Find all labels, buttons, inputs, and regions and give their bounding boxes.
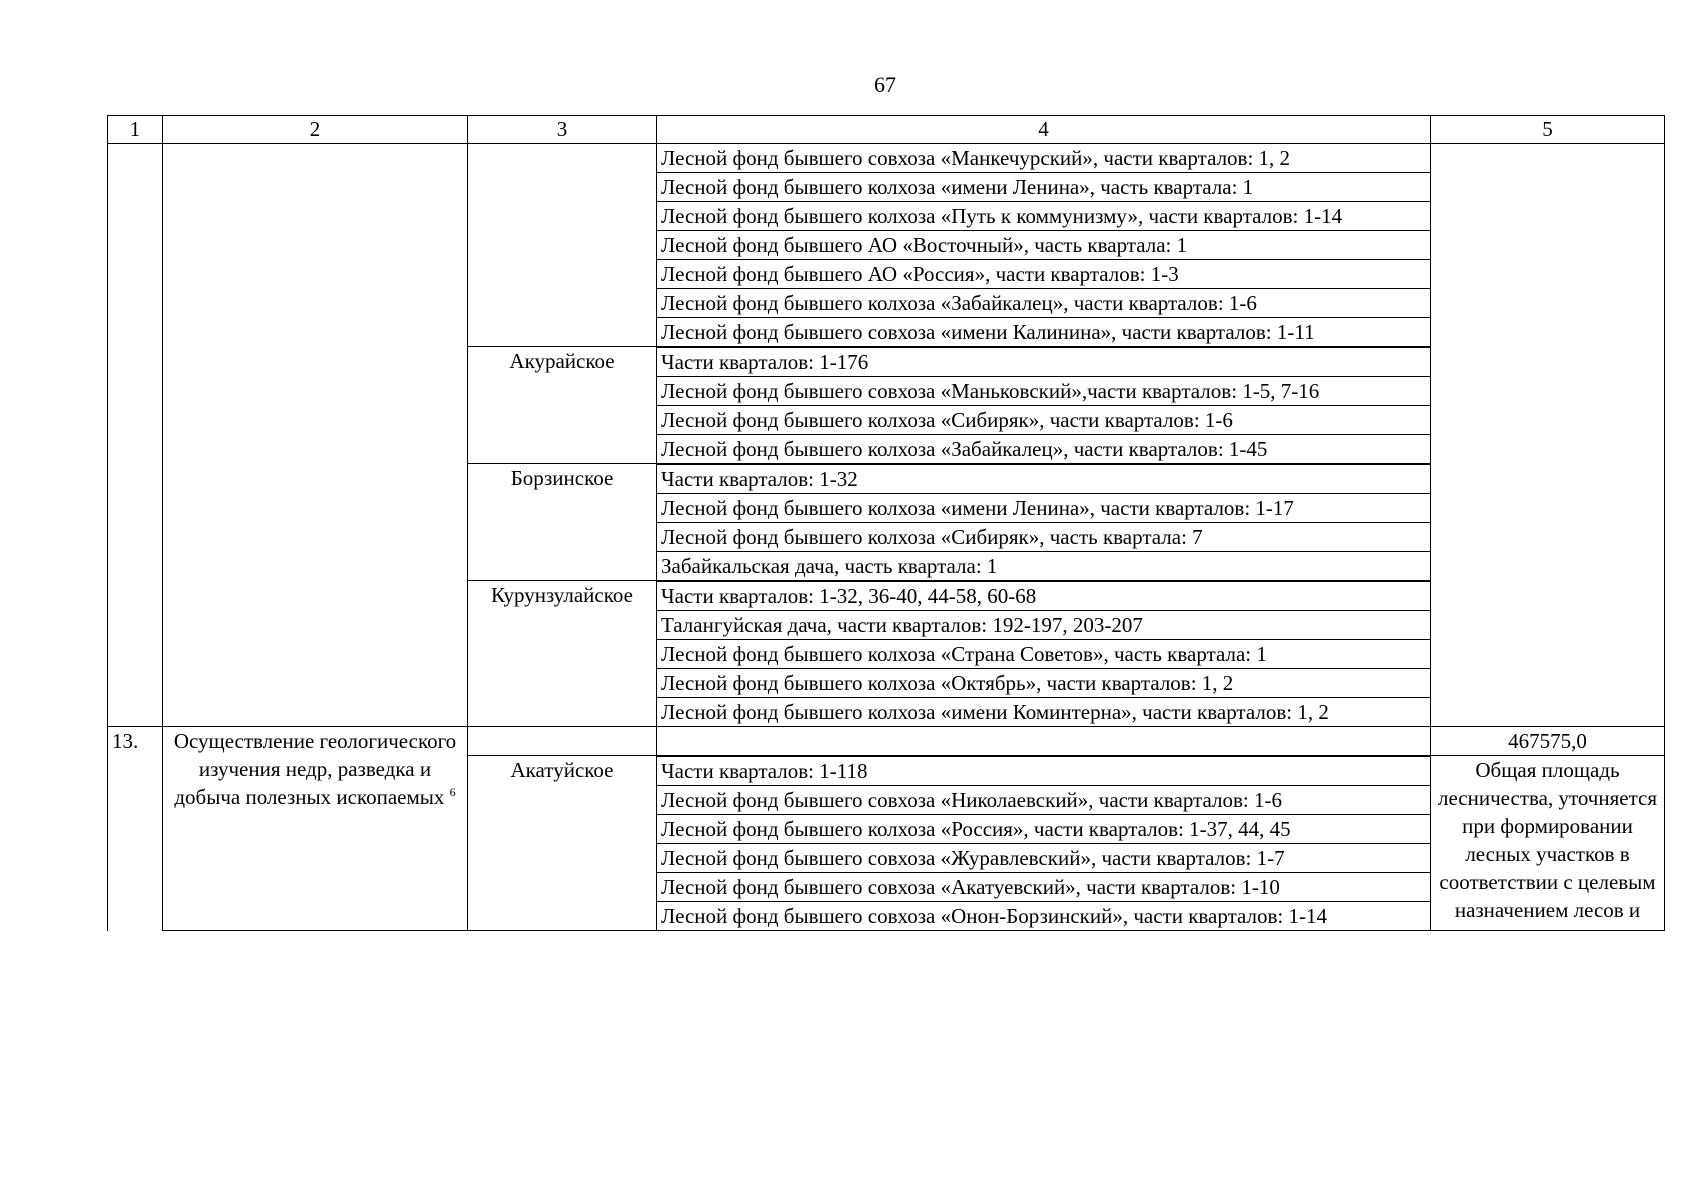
header-col-3: 3 xyxy=(468,116,657,144)
page-number: 67 xyxy=(874,72,896,97)
cell-location: Лесной фонд бывшего совхоза «Онон-Борзинский», части кварталов: 1-14 xyxy=(657,902,1431,931)
activity-text: Осуществление геологического изучения недр, разведка и добыча полезных ископаемых xyxy=(173,729,457,809)
cell-location: Лесной фонд бывшего совхоза «Журавлевский», части кварталов: 1-7 xyxy=(657,844,1431,873)
cell-location: Лесной фонд бывшего совхоза «Манкечурский», части кварталов: 1, 2 xyxy=(657,144,1431,173)
cell-area-empty xyxy=(1431,144,1665,727)
cell-location: Части кварталов: 1-118 xyxy=(657,757,1431,786)
cell-forestry-name: Курунзулайское xyxy=(468,581,657,727)
header-col-2: 2 xyxy=(163,116,468,144)
cell-forestry-continued xyxy=(468,144,657,347)
cell-number-empty xyxy=(108,144,163,727)
cell-forestry-empty xyxy=(468,727,657,756)
cell-location: Лесной фонд бывшего совхоза «Маньковский»,части кварталов: 1-5, 7-16 xyxy=(657,377,1431,406)
cell-total-area: 467575,0 xyxy=(1431,727,1665,756)
cell-location: Лесной фонд бывшего колхоза «Забайкалец», части кварталов: 1-45 xyxy=(657,435,1431,464)
cell-location: Лесной фонд бывшего АО «Россия», части кварталов: 1-3 xyxy=(657,260,1431,289)
cell-location: Лесной фонд бывшего колхоза «имени Коминтерна», части кварталов: 1, 2 xyxy=(657,698,1431,727)
forest-table xyxy=(107,115,1665,931)
table-row xyxy=(108,727,1665,756)
cell-forestry-name: Акурайское xyxy=(468,347,657,464)
table-header-row xyxy=(108,116,1665,144)
cell-location: Лесной фонд бывшего колхоза «Октябрь», части кварталов: 1, 2 xyxy=(657,669,1431,698)
cell-location: Части кварталов: 1-32, 36-40, 44-58, 60-68 xyxy=(657,582,1431,611)
cell-location: Части кварталов: 1-32 xyxy=(657,465,1431,494)
cell-location: Лесной фонд бывшего колхоза «Страна Советов», часть квартала: 1 xyxy=(657,640,1431,669)
cell-location: Лесной фонд бывшего колхоза «Забайкалец», части кварталов: 1-6 xyxy=(657,289,1431,318)
cell-item-number: 13. xyxy=(108,727,163,931)
header-col-5: 5 xyxy=(1431,116,1665,144)
cell-forestry-name: Борзинское xyxy=(468,464,657,581)
cell-activity-empty xyxy=(163,144,468,727)
footnote-marker: 6 xyxy=(449,785,456,799)
cell-area-note: Общая площадь лесничества, уточняется при формировании лесных участков в соответствии с целевым назначением лесов и xyxy=(1431,756,1665,931)
cell-location: Лесной фонд бывшего АО «Восточный», часть квартала: 1 xyxy=(657,231,1431,260)
table-body xyxy=(108,116,1665,931)
cell-location: Лесной фонд бывшего колхоза «Россия», части кварталов: 1-37, 44, 45 xyxy=(657,815,1431,844)
cell-forestry-name: Акатуйское xyxy=(468,756,657,931)
cell-location: Лесной фонд бывшего совхоза «Акатуевский», части кварталов: 1-10 xyxy=(657,873,1431,902)
cell-location: Талангуйская дача, части кварталов: 192-197, 203-207 xyxy=(657,611,1431,640)
cell-location: Лесной фонд бывшего колхоза «имени Ленина», части кварталов: 1-17 xyxy=(657,494,1431,523)
cell-location-empty xyxy=(657,727,1431,756)
cell-location: Лесной фонд бывшего совхоза «имени Калинина», части кварталов: 1-11 xyxy=(657,318,1431,347)
cell-activity xyxy=(163,727,468,931)
cell-location: Лесной фонд бывшего колхоза «Сибиряк», части кварталов: 1-6 xyxy=(657,406,1431,435)
cell-location: Забайкальская дача, часть квартала: 1 xyxy=(657,552,1431,581)
cell-location: Части кварталов: 1-176 xyxy=(657,348,1431,377)
cell-location: Лесной фонд бывшего колхоза «Сибиряк», часть квартала: 7 xyxy=(657,523,1431,552)
cell-location: Лесной фонд бывшего колхоза «имени Ленина», часть квартала: 1 xyxy=(657,173,1431,202)
header-col-4: 4 xyxy=(657,116,1431,144)
table-row xyxy=(108,144,1665,173)
cell-location: Лесной фонд бывшего совхоза «Николаевский», части кварталов: 1-6 xyxy=(657,786,1431,815)
cell-location: Лесной фонд бывшего колхоза «Путь к коммунизму», части кварталов: 1-14 xyxy=(657,202,1431,231)
header-col-1: 1 xyxy=(108,116,163,144)
